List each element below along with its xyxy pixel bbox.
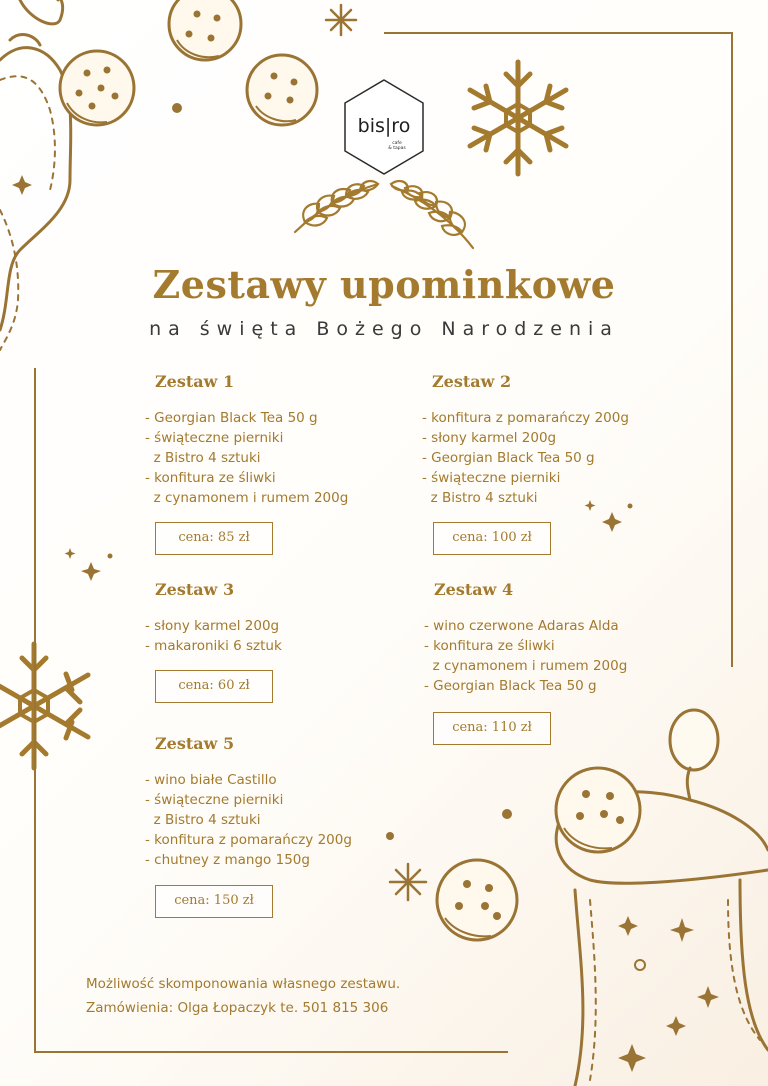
- set-item: - świąteczne pierniki: [145, 430, 284, 446]
- laurel-right-icon: [391, 181, 473, 248]
- bistro-logo: [343, 78, 425, 176]
- price-box: cena: 60 zł: [155, 670, 273, 703]
- set-title: Zestaw 5: [155, 734, 235, 753]
- gift-set-5: [145, 732, 445, 870]
- star-icon: [12, 175, 32, 195]
- snowflake-icon: [0, 644, 88, 768]
- set-items: [145, 616, 445, 656]
- gift-set-2: [422, 370, 722, 508]
- set-item: - Georgian Black Tea 50 g: [422, 450, 595, 466]
- set-item: z cynamonem i rumem 200g: [145, 490, 349, 506]
- price-box: cena: 110 zł: [433, 712, 551, 745]
- set-item: - chutney z mango 150g: [145, 852, 310, 868]
- custom-set-note: Możliwość skomponowania własnego zestawu.: [86, 976, 401, 992]
- frame-left-line: [34, 368, 36, 1052]
- set-item: - świąteczne pierniki: [422, 470, 561, 486]
- set-item: - Georgian Black Tea 50 g: [424, 678, 597, 694]
- set-item: - Georgian Black Tea 50 g: [145, 410, 318, 426]
- gift-set-4: [424, 578, 724, 696]
- set-items: [145, 770, 445, 870]
- frame-right-line: [731, 32, 733, 667]
- laurel-left-icon: [295, 181, 378, 232]
- stocking-bottom-right-icon: [556, 710, 768, 1086]
- gift-set-1: [145, 370, 445, 508]
- cookie-icon: [437, 860, 517, 940]
- set-item: - słony karmel 200g: [422, 430, 557, 446]
- set-item: z Bistro 4 sztuki: [145, 812, 261, 828]
- set-item: - słony karmel 200g: [145, 618, 280, 634]
- set-items: [424, 616, 724, 696]
- set-title: Zestaw 4: [434, 580, 514, 599]
- gift-set-3: [145, 578, 445, 656]
- star-icon: [326, 5, 356, 35]
- set-title: Zestaw 1: [155, 372, 235, 391]
- frame-bottom-line: [34, 1051, 508, 1053]
- set-title: Zestaw 2: [432, 372, 512, 391]
- set-item: - konfitura z pomarańczy 200g: [422, 410, 629, 426]
- logo-tagline-1: cafe: [392, 141, 402, 146]
- logo-brand: bis|ro: [357, 115, 411, 137]
- set-item: - konfitura z pomarańczy 200g: [145, 832, 352, 848]
- cookie-icon: [60, 51, 134, 125]
- set-item: - wino czerwone Adaras Alda: [424, 618, 619, 634]
- set-items: [422, 408, 722, 508]
- snowflake-icon: [470, 62, 566, 174]
- frame-top-line: [384, 32, 732, 34]
- set-item: - konfitura ze śliwki: [145, 470, 276, 486]
- star-icon: [618, 916, 719, 1072]
- cookie-icon: [247, 55, 317, 125]
- price-box: cena: 150 zł: [155, 885, 273, 918]
- set-item: z Bistro 4 sztuki: [422, 490, 538, 506]
- set-item: - świąteczne pierniki: [145, 792, 284, 808]
- set-title: Zestaw 3: [155, 580, 235, 599]
- set-item: - makaroniki 6 sztuk: [145, 638, 282, 654]
- set-items: [145, 408, 445, 508]
- set-item: - wino białe Castillo: [145, 772, 277, 788]
- footer-note: [86, 972, 506, 1020]
- set-item: z cynamonem i rumem 200g: [424, 658, 628, 674]
- page-title: Zestawy upominkowe: [152, 262, 616, 307]
- order-contact: Zamówienia: Olga Łopaczyk te. 501 815 306: [86, 1000, 389, 1016]
- cookie-icon: [169, 0, 241, 60]
- price-box: cena: 85 zł: [155, 522, 273, 555]
- price-box: cena: 100 zł: [433, 522, 551, 555]
- set-item: - konfitura ze śliwki: [424, 638, 555, 654]
- page-subtitle: na święta Bożego Narodzenia: [149, 318, 619, 340]
- logo-tagline-2: & tapas: [388, 146, 406, 151]
- set-item: z Bistro 4 sztuki: [145, 450, 261, 466]
- cookie-icon: [556, 768, 640, 852]
